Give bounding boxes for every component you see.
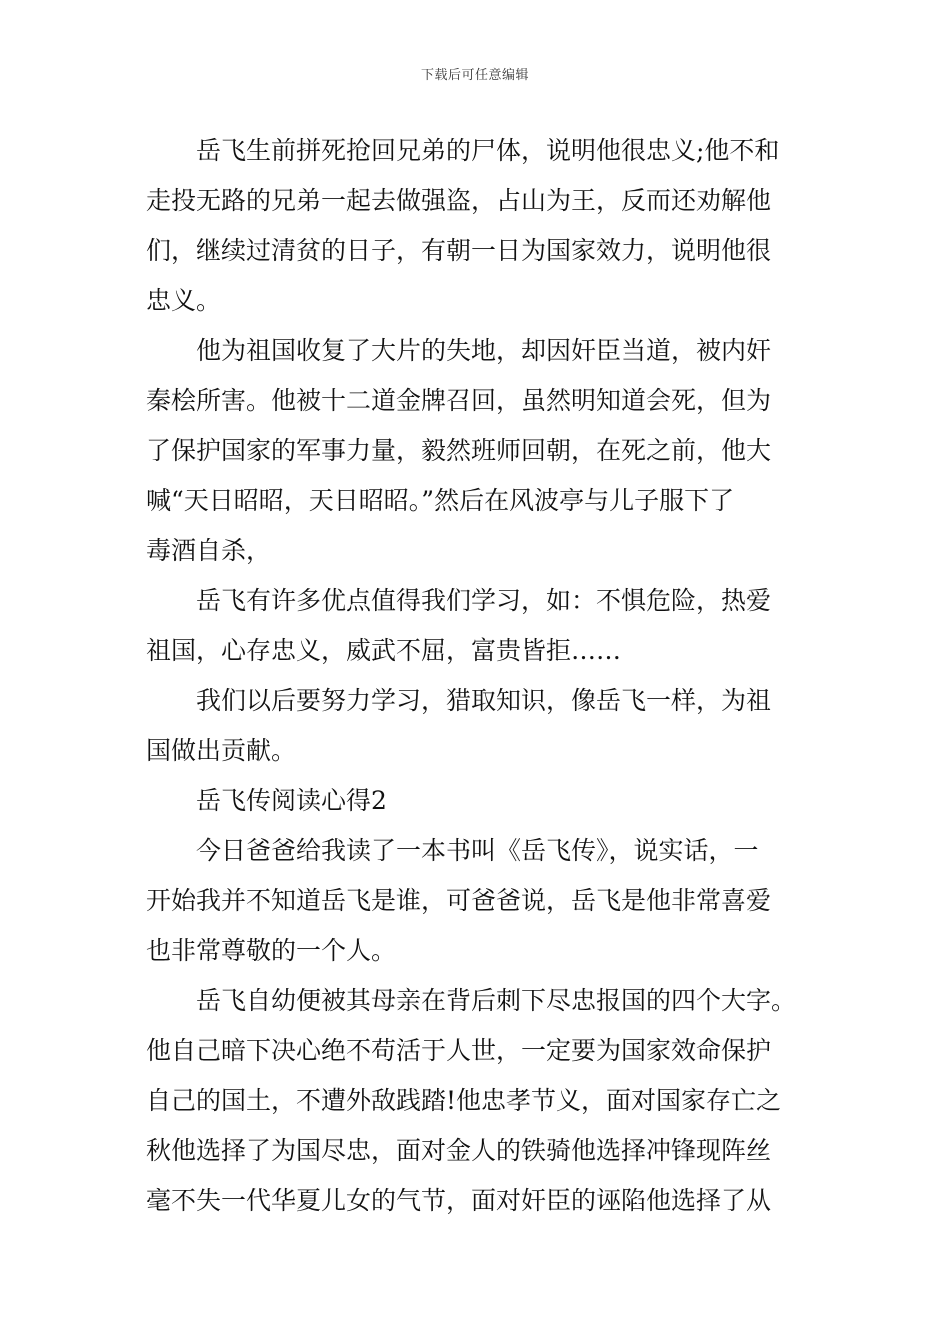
text-line: 他为祖国收复了大片的失地，却因奸臣当道，被内奸 (196, 336, 772, 365)
text-line: 岳飞有许多优点值得我们学习，如：不惧危险，热爱 (196, 586, 772, 615)
text-line: 国做出贡献。 (146, 736, 297, 765)
text-line: 秋他选择了为国尽忠，面对金人的铁骑他选择冲锋现阵丝 (146, 1136, 772, 1165)
text-line: 喊“天日昭昭，天日昭昭。”然后在风波亭与儿子服下了 (146, 486, 735, 515)
text-line: 今日爸爸给我读了一本书叫《岳飞传》，说实话，一 (196, 836, 759, 865)
text-line: 走投无路的兄弟一起去做强盗，占山为王，反而还劝解他 (146, 186, 772, 215)
text-line: 了保护国家的军事力量，毅然班师回朝，在死之前，他大 (146, 436, 772, 465)
text-line: 也非常尊敬的一个人。 (146, 936, 397, 965)
text-line: 岳飞自幼便被其母亲在背后刺下尽忠报国的四个大字。 (196, 986, 797, 1015)
text-line: 我们以后要努力学习，猎取知识，像岳飞一样，为祖 (196, 686, 772, 715)
text-line: 毒酒自杀， (146, 536, 272, 565)
text-line: 秦桧所害。他被十二道金牌召回，虽然明知道会死，但为 (146, 386, 772, 415)
text-line: 岳飞生前拼死抢回兄弟的尸体，说明他很忠义;他不和 (196, 136, 780, 165)
text-line: 自己的国土，不遭外敌践踏!他忠孝节义，面对国家存亡之 (146, 1086, 782, 1115)
section-heading: 岳飞传阅读心得2 (196, 786, 387, 815)
document-body (146, 126, 818, 1226)
page-header: 下载后可任意编辑 (420, 68, 529, 83)
text-line: 祖国，心存忠义，威武不屈，富贵皆拒…… (146, 636, 622, 665)
text-line: 们，继续过清贫的日子，有朝一日为国家效力，说明他很 (146, 236, 772, 265)
text-line: 他自己暗下决心绝不苟活于人世，一定要为国家效命保护 (146, 1036, 772, 1065)
text-line: 忠义。 (146, 286, 222, 315)
text-line: 毫不失一代华夏儿女的气节，面对奸臣的诬陷他选择了从 (146, 1186, 772, 1215)
text-line: 开始我并不知道岳飞是谁，可爸爸说，岳飞是他非常喜爱 (146, 886, 772, 915)
